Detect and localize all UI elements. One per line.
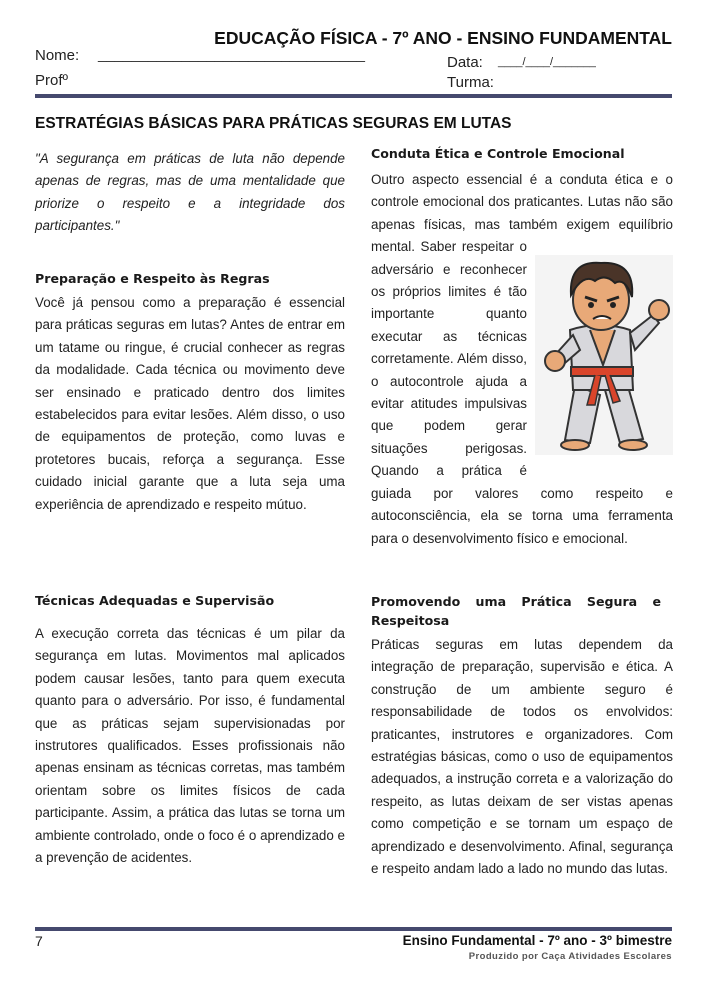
section-heading-conduta: Conduta Ética e Controle Emocional bbox=[371, 146, 625, 161]
name-label: Nome: bbox=[35, 47, 80, 64]
karate-fighter-illustration bbox=[535, 255, 673, 455]
name-field[interactable]: ________________________________ bbox=[98, 46, 365, 63]
section-heading-preparacao: Preparação e Respeito às Regras bbox=[35, 271, 270, 286]
section-text-promovendo: Práticas seguras em lutas dependem da integração de preparação, supervisão e ética. A construção de um ambiente seguro é responsabilidade de todos os envolvidos: praticantes, instrutores e organizadores. Com estratégias básicas, como o uso de equipamentos adequados, a instrução correta e a valorização do respeito, as lutas deixam de ser vistas apenas como competição e se tornam um espaço de aprendizado e desenvolvimento. Afinal, segurança e respeito andam lado a lado no mundo das lutas. bbox=[371, 637, 673, 877]
page-number: 7 bbox=[35, 933, 43, 949]
date-field[interactable]: ____/____/_______ bbox=[498, 56, 596, 68]
header-divider bbox=[35, 94, 672, 98]
date-label: Data: bbox=[447, 54, 483, 71]
footer-text: Ensino Fundamental - 7º ano - 3º bimestre bbox=[402, 933, 672, 948]
section-text-tecnicas: A execução correta das técnicas é um pilar da segurança em lutas. Movimentos mal aplicados podem causar lesões, tanto para quem executa quanto para o adversário. Por isso, é fundamental que as práticas sejam supervisionadas por instrutores qualificados. Esses profissionais não apenas ensinam as técnicas corretas, mas também orientam sobre os limites físicos de cada participante. Assim, a prática das lutas se torna um ambiente controlado, onde o foco é o aprendizado e a prevenção de acidentes. bbox=[35, 626, 345, 866]
section-text-preparacao: Você já pensou como a preparação é essencial para práticas seguras em lutas? Antes de entrar em um tatame ou ringue, é crucial conhecer as regras da modalidade. Cada técnica ou movimento deve ser ensinado e praticado dentro dos limites estabelecidos para evitar lesões. Além disso, o uso de equipamentos de proteção, como luvas e protetores bucais, reforça a segurança. Esse cuidado inicial garante que a luta seja uma experiência de aprendizado e respeito mútuo. bbox=[35, 295, 345, 512]
class-label: Turma: bbox=[447, 74, 494, 91]
section-conduta bbox=[371, 169, 673, 550]
section-text-conduta: Outro aspecto essencial é a conduta ética e o controle emocional dos praticantes. Lutas não são apenas físicas, mas também exigem equilíbrio mental. Saber respeitar o adversário e reconhecer os próprios limites é tão importante quanto executar as técnicas corretamente. Além disso, o autocontrole ajuda a evitar atitudes impulsivas que podem gerar situações perigosas. Quando a prática é guiada por valores como respeito e autoconsciência, ela se torna uma ferramenta para o desenvolvimento físico e emocional. bbox=[371, 172, 673, 546]
quote: "A segurança em práticas de luta não depende apenas de regras, mas de uma mentalidade que priorize o respeito e a integridade dos participantes." bbox=[35, 151, 345, 234]
section-heading-tecnicas: Técnicas Adequadas e Supervisão bbox=[35, 593, 275, 608]
main-title: ESTRATÉGIAS BÁSICAS PARA PRÁTICAS SEGURAS EM LUTAS bbox=[35, 115, 512, 132]
worksheet-title: EDUCAÇÃO FÍSICA - 7º ANO - ENSINO FUNDAMENTAL bbox=[214, 28, 672, 48]
footer-divider bbox=[35, 927, 672, 931]
section-heading-promovendo: Promovendo uma Prática Segura e Respeitosa bbox=[371, 594, 661, 628]
footer-credit: Produzido por Caça Atividades Escolares bbox=[468, 951, 672, 962]
teacher-label: Profº bbox=[35, 72, 68, 89]
